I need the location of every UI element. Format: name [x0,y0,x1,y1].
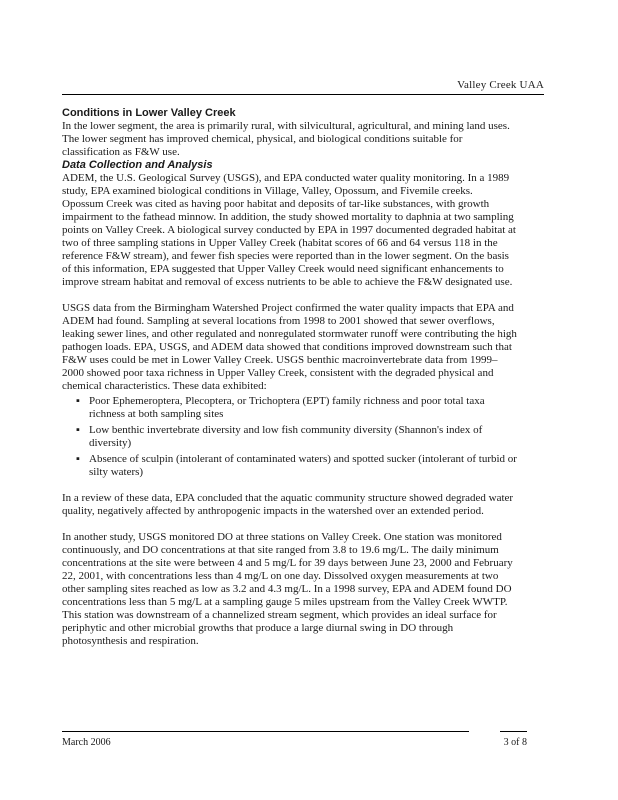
list-item [62,424,517,450]
list-item-text: Low benthic invertebrate diversity and low fish community diversity (Shannon's index of diversity) [89,424,483,449]
paragraph-epa-review: In a review of these data, EPA concluded that the aquatic community structure showed degraded water quality, negatively affected by anthropogenic impacts in the watershed over an extended period. [62,492,514,517]
paragraph-usgs-data: USGS data from the Birmingham Watershed Project confirmed the water quality impacts that EPA and ADEM had found. Sampling at several locations from 1998 to 2001 showed that sewer overflows, leaking sewer lines, and other regulated and nonregulated stormwater runoff were contributing the high pathogen loads. EPA, USGS, and ADEM data showed that conditions improved downstream such that F&W uses could be met in Lower Valley Creek. USGS benthic macroinvertebrate data from 1999–2000 showed poor taxa richness in Upper Valley Creek, consistent with the degraded physical and chemical characteristics. These data exhibited: [62,302,517,392]
page-number: 3 of 8 [503,737,527,748]
bullet-icon: ▪ [76,395,80,407]
section-heading-data-collection: Data Collection and Analysis [62,159,213,171]
paragraph-lower-segment: In the lower segment, the area is primarily rural, with silvicultural, agricultural, and mining land uses. The lower segment has improved chemical, physical, and biological conditions suitable for classification as F&W use. [62,120,510,158]
paragraph-do-study: In another study, USGS monitored DO at three stations on Valley Creek. One station was monitored continuously, and DO concentrations at that site ranged from 3.8 to 19.6 mg/L. The daily minimum concentrations at the site were between 4 and 5 mg/L for 39 days between June 23, 2000 and February 22, 2001, with concentrations less than 4 mg/L on one day. Dissolved oxygen measurements at two other sampling sites reached as low as 3.2 and 4.3 mg/L. In a 1998 survey, EPA and ADEM found DO concentrations less than 5 mg/L at a sampling gauge 5 miles upstream from the Valley Creek WWTP. This station was downstream of a channelized stream segment, which provides an ideal surface for periphytic and other microbial growths that produce a large diurnal swing in DO through photosynthesis and respiration. [62,531,513,647]
list-item [62,395,517,421]
bullet-icon: ▪ [76,424,80,436]
header-divider [62,94,544,95]
footer-divider-page [500,731,527,732]
list-item [62,453,517,479]
bullet-icon: ▪ [76,453,80,465]
footer-divider [62,731,469,732]
page-body [62,107,517,648]
paragraph-monitoring: ADEM, the U.S. Geological Survey (USGS), and EPA conducted water quality monitoring. In a 1989 study, EPA examined biological conditions in Village, Valley, Opossum, and Fivemile creeks. Opossum Creek was cited as having poor habitat and deposits of tar-like substances, with growth impairment to the fathead minnow. In addition, the study showed mortality to daphnia at two sampling points on Valley Creek. A biological survey conducted by EPA in 1997 documented degraded habitat at two of three sampling stations in Upper Valley Creek (habitat scores of 66 and 64 versus 118 in the reference F&W stream), and fewer fish species were reported than in the lower segment. On the basis of this information, EPA suggested that Upper Valley Creek would need significant enhancements to improve stream habitat and removal of excess nutrients to be able to achieve the F&W designated use. [62,172,516,288]
document-header-title: Valley Creek UAA [457,79,544,91]
list-item-text: Absence of sculpin (intolerant of contaminated waters) and spotted sucker (intolerant of turbid or silty waters) [89,453,517,478]
footer-date: March 2006 [62,737,111,748]
section-heading-lower-valley-creek: Conditions in Lower Valley Creek [62,107,236,119]
list-item-text: Poor Ephemeroptera, Plecoptera, or Trichoptera (EPT) family richness and poor total taxa richness at both sampling sites [89,395,485,420]
bullet-list [62,395,517,479]
